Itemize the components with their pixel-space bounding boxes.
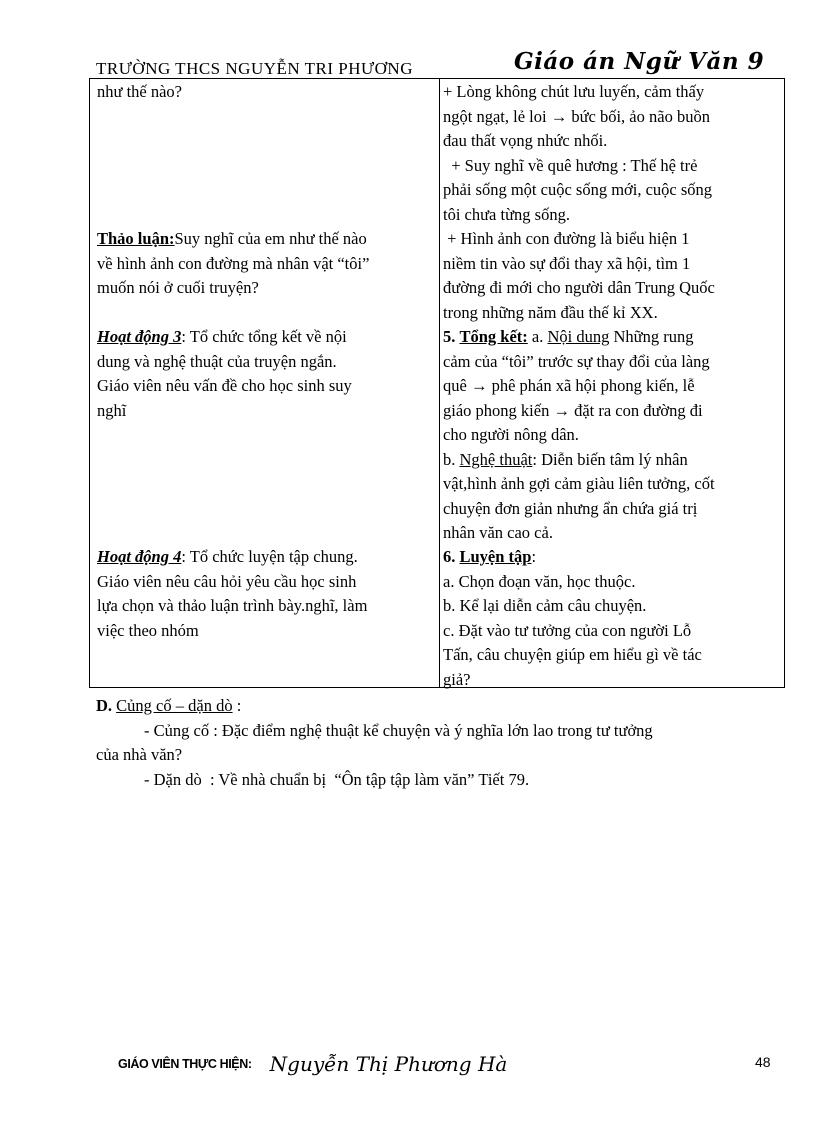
row1-right-line: phải sống một cuộc sống mới, cuộc sống xyxy=(443,180,713,199)
row3-left xyxy=(97,325,432,423)
content-prefix: a. xyxy=(531,327,544,346)
homework-line: - Dặn dò : Về nhà chuẩn bị “Ôn tập tập làm văn” Tiết 79. xyxy=(144,769,530,789)
consolidation-prefix: D. xyxy=(96,696,113,715)
practice-number: 6. xyxy=(443,547,456,566)
teacher-signature: Nguyễn Thị Phương Hà xyxy=(269,1052,508,1076)
row3-right-line: quê → phê phán xã hội phong kiến, lễ xyxy=(443,376,695,395)
art-prefix: b. xyxy=(443,449,456,469)
row4-left xyxy=(97,545,432,643)
row4-right-line: c. Đặt vào tư tưởng của con người Lỗ xyxy=(443,620,692,640)
row1-right-line: ngột ngạt, lẻ loi → bức bối, ảo não buồn xyxy=(443,106,710,126)
row2-right-line: + Hình ảnh con đường là biểu hiện 1 xyxy=(443,229,690,248)
document-title: Giáo án Ngữ Văn 9 xyxy=(514,48,765,75)
consolidation-section xyxy=(96,694,786,792)
row2-right-line: trong những năm đầu thế kỉ XX. xyxy=(443,302,658,322)
row4-left-line: lựa chọn và thảo luận trình bày.nghĩ, làm xyxy=(97,596,368,615)
row4-left-line: Giáo viên nêu câu hỏi yêu cầu học sinh xyxy=(97,571,357,591)
school-name: TRƯỜNG THCS NGUYỄN TRI PHƯƠNG xyxy=(96,59,413,74)
row2-right-line: đường đi mới cho người dân Trung Quốc xyxy=(443,278,715,297)
practice-heading: Luyện tập xyxy=(459,547,532,566)
row2-left-line: về hình ảnh con đường mà nhân vật “tôi” xyxy=(97,253,370,273)
row1-left-line: như thế nào? xyxy=(97,82,182,101)
row1-right xyxy=(443,80,783,227)
row3-left-line: dung và nghệ thuật của truyện ngắn. xyxy=(97,351,337,371)
art-first: : Diễn biến tâm lý nhân xyxy=(532,449,688,469)
row1-right-line: đau thất vọng nhức nhối. xyxy=(443,131,608,150)
row3-right-line: cho người nông dân. xyxy=(443,425,579,444)
content-first: Những rung xyxy=(613,327,694,346)
row3-right xyxy=(443,325,783,546)
row3-right-b-line: chuyện đơn giản nhưng ẩn chứa giá trị xyxy=(443,498,698,518)
row4-right xyxy=(443,545,783,692)
row1-right-line: tôi chưa từng sống. xyxy=(443,204,570,224)
row3-right-line: cảm của “tôi” trước sự thay đổi của làng xyxy=(443,351,710,371)
row1-right-line: + Suy nghĩ về quê hương : Thế hệ trẻ xyxy=(443,155,698,175)
summary-number: 5. xyxy=(443,327,456,346)
discussion-label: Thảo luận: xyxy=(97,229,175,248)
practice-colon: : xyxy=(531,547,537,566)
row2-left xyxy=(97,227,432,301)
activity3-label: Hoạt động 3 xyxy=(97,327,182,346)
row3-left-line: nghĩ xyxy=(97,400,127,420)
teacher-label: GIÁO VIÊN THỰC HIỆN: xyxy=(118,1057,252,1071)
row3-right-b-line: nhân văn cao cả. xyxy=(443,523,553,542)
row4-left-line: việc theo nhóm xyxy=(97,620,199,640)
row2-right xyxy=(443,227,783,325)
row1-left xyxy=(97,80,432,105)
row4-right-line: a. Chọn đoạn văn, học thuộc. xyxy=(443,571,636,591)
consolidation-title: Củng cố – dặn dò xyxy=(116,696,233,715)
consolidation-line: - Củng cố : Đặc điểm nghệ thuật kể chuyện và ý nghĩa lớn lao trong tư tưởng xyxy=(144,720,653,740)
row3-left-line: Giáo viên nêu vấn đề cho học sinh suy xyxy=(97,376,352,395)
row2-left-line: muốn nói ở cuối truyện? xyxy=(97,278,259,297)
art-label: Nghệ thuật xyxy=(459,449,533,469)
row1-right-line: + Lòng không chút lưu luyến, cảm thấy xyxy=(443,82,705,101)
row3-right-b-line: vật,hình ảnh gợi cảm giàu liên tưởng, cốt xyxy=(443,474,715,493)
consolidation-colon: : xyxy=(232,696,242,715)
consolidation-line: của nhà văn? xyxy=(96,745,183,764)
page-number: 48 xyxy=(755,1054,771,1070)
row3-right-line: giáo phong kiến → đặt ra con đường đi xyxy=(443,400,703,420)
signature-footer xyxy=(118,1052,507,1076)
row2-left-first: Suy nghĩ của em như thế nào xyxy=(174,229,367,248)
row4-right-line: b. Kể lại diễn cảm câu chuyện. xyxy=(443,596,647,615)
row3-left-first: : Tổ chức tổng kết về nội xyxy=(181,327,347,346)
row4-left-first: : Tổ chức luyện tập chung. xyxy=(181,547,358,566)
row4-right-line: Tấn, câu chuyện giúp em hiểu gì về tác xyxy=(443,645,702,664)
summary-heading: Tổng kết: xyxy=(459,327,528,346)
content-label: Nội dung xyxy=(547,327,610,346)
column-divider xyxy=(439,79,440,687)
activity4-label: Hoạt động 4 xyxy=(97,547,182,566)
lesson-table xyxy=(89,78,785,688)
row4-right-line: giả? xyxy=(443,669,471,689)
row2-right-line: niềm tin vào sự đổi thay xã hội, tìm 1 xyxy=(443,253,691,273)
